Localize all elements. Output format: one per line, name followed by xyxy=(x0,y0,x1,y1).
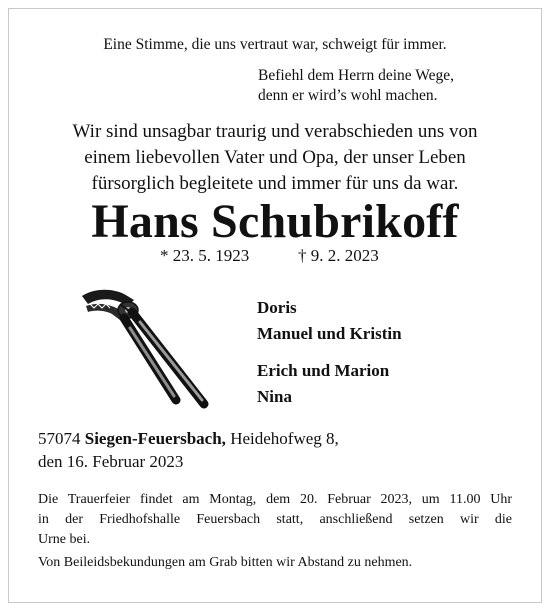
address-line xyxy=(38,427,339,450)
mourner-name: Doris xyxy=(257,298,297,317)
birth-date: * 23. 5. 1923 xyxy=(160,246,250,265)
intro-line-1: Wir sind unsagbar traurig und verabschieden uns von xyxy=(72,121,478,142)
intro-line-2: einem liebevollen Vater und Opa, der unser Leben xyxy=(84,147,466,168)
intro-line-3: fürsorglich begleitete und immer für uns da war. xyxy=(91,173,459,194)
verse-line-2: denn er wird’s wohl machen. xyxy=(258,87,438,104)
mourner-name: Nina xyxy=(257,387,292,406)
funeral-line-1: Die Trauerfeier findet am Montag, dem 20. Februar 2023, um 11.00 Uhr xyxy=(38,492,512,507)
date-line: den 16. Februar 2023 xyxy=(38,452,184,471)
motto-line: Eine Stimme, die uns vertraut war, schweigt für immer. xyxy=(103,36,447,53)
intro-text xyxy=(0,119,550,197)
mourner-name: Erich und Marion xyxy=(257,361,390,380)
address-block xyxy=(38,427,339,473)
street: Heidehofweg 8, xyxy=(230,429,339,448)
condolence-note: Von Beileidsbekundungen am Grab bitten wir Abstand zu nehmen. xyxy=(38,555,413,570)
funeral-info xyxy=(38,490,512,550)
mourners-group-1 xyxy=(257,295,402,347)
town: Siegen-Feuersbach, xyxy=(84,429,226,448)
verse-line-1: Befiehl dem Herrn deine Wege, xyxy=(258,67,455,84)
water-pump-pliers-icon xyxy=(76,282,216,416)
deceased-name: Hans Schubrikoff xyxy=(91,195,459,248)
funeral-line-3: Urne bei. xyxy=(38,532,91,547)
mourner-name: Manuel und Kristin xyxy=(257,324,402,343)
mourners-group-2 xyxy=(257,358,389,410)
bible-verse xyxy=(258,66,454,106)
funeral-line-2: in der Friedhofshalle Feuersbach statt, anschließend setzen wir die xyxy=(38,512,512,527)
postcode: 57074 xyxy=(38,429,81,448)
death-date: † 9. 2. 2023 xyxy=(298,246,379,265)
